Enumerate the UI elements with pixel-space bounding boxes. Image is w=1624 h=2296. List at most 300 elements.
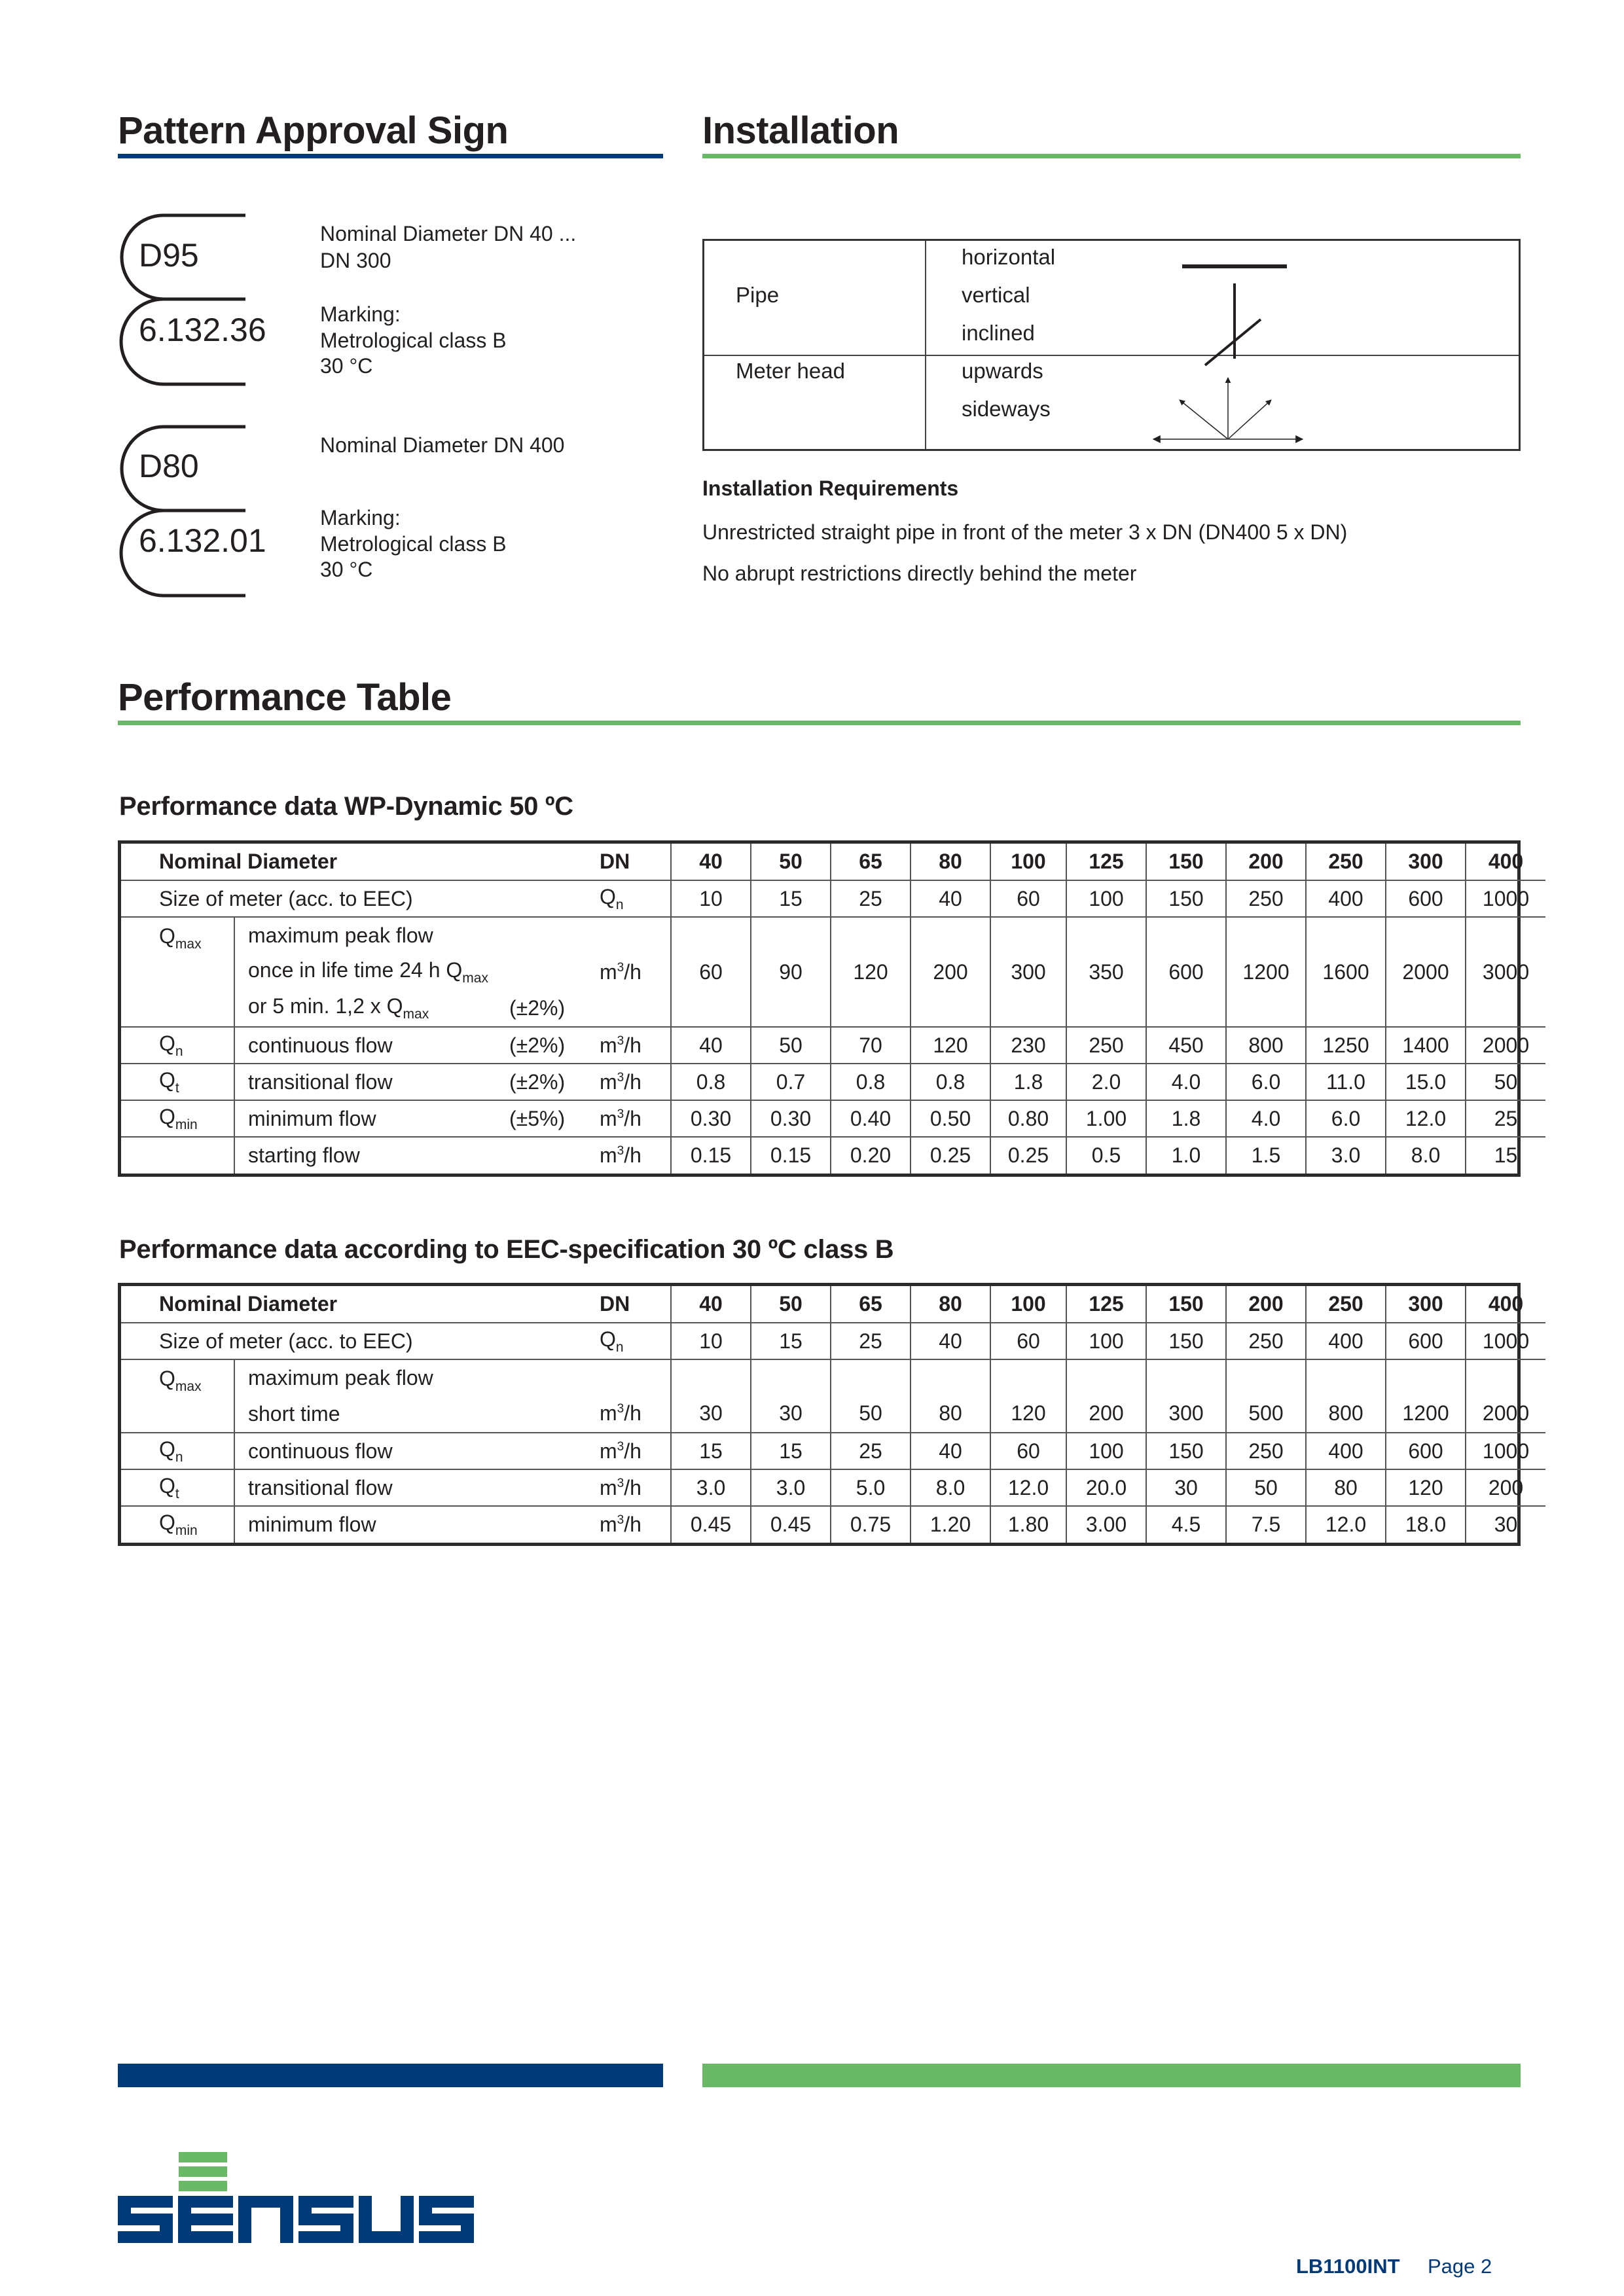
unit: m bbox=[600, 1513, 617, 1536]
symbol-cell bbox=[121, 1100, 234, 1137]
cell-value: 15 bbox=[751, 1323, 831, 1359]
cell-value: 250 bbox=[1226, 1323, 1306, 1359]
cell-value: 400 bbox=[1306, 1323, 1386, 1359]
pipe-label: Pipe bbox=[736, 283, 780, 307]
diameter-250: 250 bbox=[1306, 1286, 1386, 1323]
unit: m bbox=[600, 1401, 617, 1425]
qmax-description bbox=[234, 990, 509, 1027]
cell-value: 25 bbox=[831, 880, 911, 917]
sign1-marking-class: Metrological class B bbox=[320, 329, 507, 352]
cell-value: 0.15 bbox=[671, 1137, 751, 1174]
sign2-diameter-line1: Nominal Diameter DN 400 bbox=[320, 433, 565, 457]
cell-value: 600 bbox=[1386, 880, 1466, 917]
tolerance bbox=[509, 954, 593, 990]
cell-value: 70 bbox=[831, 1027, 911, 1064]
unit-tail: /h bbox=[624, 1069, 641, 1094]
symbol-subscript: n bbox=[175, 1449, 183, 1465]
symbol-cell bbox=[121, 1027, 234, 1064]
tolerance bbox=[509, 1359, 593, 1396]
cell-value: 1200 bbox=[1226, 917, 1306, 1027]
unit-cell bbox=[593, 1469, 671, 1506]
diameter-100: 100 bbox=[990, 1286, 1066, 1323]
unit-superscript: 3 bbox=[617, 1070, 624, 1085]
symbol: Q bbox=[159, 1067, 175, 1092]
unit-superscript: 3 bbox=[617, 1439, 624, 1454]
cell-value: 0.30 bbox=[671, 1100, 751, 1137]
unit-superscript: 3 bbox=[617, 960, 624, 975]
tolerance: (±2%) bbox=[509, 1064, 593, 1100]
cell-value: 400 bbox=[1306, 880, 1386, 917]
qmax-line1: maximum peak flow bbox=[248, 1366, 433, 1390]
unit-tail: /h bbox=[624, 1401, 641, 1425]
symbol: Q bbox=[159, 1473, 175, 1498]
pattern-approval-heading: Pattern Approval Sign bbox=[118, 109, 509, 152]
diameter-80: 80 bbox=[911, 844, 990, 880]
cell-value: 4.0 bbox=[1146, 1064, 1226, 1100]
cell-value: 100 bbox=[1066, 880, 1146, 917]
diameter-50: 50 bbox=[751, 1286, 831, 1323]
unit-superscript: 3 bbox=[617, 1033, 624, 1048]
unit-cell bbox=[593, 1027, 671, 1064]
sign1-marking-label: Marking: bbox=[320, 302, 401, 326]
cell-value: 800 bbox=[1226, 1027, 1306, 1064]
symbol-subscript: min bbox=[175, 1117, 198, 1132]
unit-cell bbox=[593, 1506, 671, 1543]
symbol: Q bbox=[159, 1031, 175, 1055]
cell-value: 1400 bbox=[1386, 1027, 1466, 1064]
cell-value: 10 bbox=[671, 1323, 751, 1359]
cell-value: 500 bbox=[1226, 1359, 1306, 1433]
symbol: Q bbox=[159, 1511, 175, 1534]
header-label: Nominal Diameter bbox=[159, 850, 338, 873]
cell-value: 25 bbox=[1466, 1100, 1545, 1137]
cell-value: 0.30 bbox=[751, 1100, 831, 1137]
row-label: minimum flow bbox=[234, 1506, 509, 1543]
qmax-description bbox=[234, 1396, 509, 1433]
unit-superscript: 3 bbox=[617, 1144, 624, 1158]
cell-value: 1250 bbox=[1306, 1027, 1386, 1064]
cell-value: 40 bbox=[911, 880, 990, 917]
unit: m bbox=[600, 1439, 617, 1463]
diameter-400: 400 bbox=[1466, 1286, 1545, 1323]
cell-value: 0.8 bbox=[671, 1064, 751, 1100]
table-header-row bbox=[121, 844, 1545, 880]
performance-table-eec bbox=[118, 1283, 1530, 1546]
sign-code-d80: D80 bbox=[139, 448, 199, 484]
cell-value: 30 bbox=[671, 1359, 751, 1433]
table-row bbox=[121, 917, 1545, 954]
cell-value: 400 bbox=[1306, 1433, 1386, 1469]
cell-value: 1000 bbox=[1466, 1433, 1545, 1469]
cell-value: 200 bbox=[1066, 1359, 1146, 1433]
symbol: Q bbox=[159, 1367, 175, 1390]
heading-rule-green bbox=[118, 721, 1521, 725]
installation-table bbox=[702, 239, 1521, 451]
cell-value: 1.0 bbox=[1146, 1137, 1226, 1174]
cell-value: 0.80 bbox=[990, 1100, 1066, 1137]
qmax-line1: maximum peak flow bbox=[248, 924, 433, 947]
cell-value: 200 bbox=[1466, 1469, 1545, 1506]
cell-value: 8.0 bbox=[1386, 1137, 1466, 1174]
cell-value: 2.0 bbox=[1066, 1064, 1146, 1100]
cell-value: 3.0 bbox=[751, 1469, 831, 1506]
cell-value: 3000 bbox=[1466, 917, 1545, 1027]
qmax-description bbox=[234, 1359, 509, 1396]
cell-value: 150 bbox=[1146, 880, 1226, 917]
diameter-300: 300 bbox=[1386, 1286, 1466, 1323]
cell-value: 50 bbox=[831, 1359, 911, 1433]
table1-title: Performance data WP-Dynamic 50 ºC bbox=[119, 792, 573, 821]
symbol-cell bbox=[121, 1433, 234, 1469]
cell-value: 6.0 bbox=[1306, 1100, 1386, 1137]
meter-head-option-upwards: upwards bbox=[962, 359, 1043, 383]
row-label: continuous flow bbox=[234, 1433, 509, 1469]
unit: m bbox=[600, 1106, 617, 1130]
cell-value: 1.00 bbox=[1066, 1100, 1146, 1137]
row-label: transitional flow bbox=[234, 1064, 509, 1100]
cell-value: 12.0 bbox=[1386, 1100, 1466, 1137]
table-row bbox=[121, 1064, 1545, 1100]
cell-value: 12.0 bbox=[1306, 1506, 1386, 1543]
size-label: Size of meter (acc. to EEC) bbox=[121, 880, 593, 917]
symbol-subscript: t bbox=[175, 1486, 179, 1501]
unit-tail: /h bbox=[624, 1475, 641, 1499]
cell-value: 90 bbox=[751, 917, 831, 1027]
header-unit: DN bbox=[600, 1292, 630, 1316]
cell-value: 2000 bbox=[1466, 1027, 1545, 1064]
unit-tail: /h bbox=[624, 1106, 641, 1130]
symbol: Q bbox=[159, 924, 175, 948]
cell-value: 4.0 bbox=[1226, 1100, 1306, 1137]
tolerance bbox=[509, 1433, 593, 1469]
cell-value: 60 bbox=[990, 1433, 1066, 1469]
diameter-200: 200 bbox=[1226, 844, 1306, 880]
meter-head-direction-icon bbox=[1149, 368, 1307, 450]
cell-value: 0.7 bbox=[751, 1064, 831, 1100]
unit: m bbox=[600, 1033, 617, 1057]
cell-value: 15.0 bbox=[1386, 1064, 1466, 1100]
performance-table-heading: Performance Table bbox=[118, 676, 452, 719]
size-symbol-cell bbox=[593, 1323, 671, 1359]
cell-value: 0.25 bbox=[990, 1137, 1066, 1174]
cell-value: 60 bbox=[671, 917, 751, 1027]
cell-value: 50 bbox=[751, 1027, 831, 1064]
symbol-cell bbox=[121, 1359, 234, 1433]
table-row bbox=[121, 1100, 1545, 1137]
tolerance bbox=[509, 1396, 593, 1433]
cell-value: 120 bbox=[990, 1359, 1066, 1433]
qmax-description bbox=[234, 954, 509, 990]
table-row bbox=[121, 1469, 1545, 1506]
cell-value: 7.5 bbox=[1226, 1506, 1306, 1543]
diameter-100: 100 bbox=[990, 844, 1066, 880]
cell-value: 15 bbox=[1466, 1137, 1545, 1174]
qmax-line2: short time bbox=[248, 1402, 340, 1426]
cell-value: 250 bbox=[1066, 1027, 1146, 1064]
performance-table-wp-dynamic bbox=[118, 840, 1530, 1177]
diameter-65: 65 bbox=[831, 1286, 911, 1323]
cell-value: 230 bbox=[990, 1027, 1066, 1064]
diameter-125: 125 bbox=[1066, 1286, 1146, 1323]
unit-tail: /h bbox=[624, 1439, 641, 1463]
cell-value: 1.8 bbox=[990, 1064, 1066, 1100]
unit-superscript: 3 bbox=[617, 1107, 624, 1121]
cell-value: 0.8 bbox=[911, 1064, 990, 1100]
size-label: Size of meter (acc. to EEC) bbox=[121, 1323, 593, 1359]
sign2-marking-label: Marking: bbox=[320, 506, 401, 529]
header-unit: DN bbox=[600, 850, 630, 873]
cell-value: 1000 bbox=[1466, 1323, 1545, 1359]
unit-cell bbox=[593, 1100, 671, 1137]
unit: m bbox=[600, 960, 617, 984]
symbol-subscript: n bbox=[615, 1339, 624, 1355]
diameter-50: 50 bbox=[751, 844, 831, 880]
cell-value: 30 bbox=[751, 1359, 831, 1433]
installation-requirement: No abrupt restrictions directly behind the meter bbox=[702, 562, 1137, 585]
cell-value: 25 bbox=[831, 1433, 911, 1469]
unit: m bbox=[600, 1475, 617, 1499]
qmax-line3-subscript: max bbox=[403, 1007, 429, 1022]
cell-value: 15 bbox=[751, 1433, 831, 1469]
footer-bar-blue bbox=[118, 2064, 663, 2087]
cell-value: 0.8 bbox=[831, 1064, 911, 1100]
symbol: Q bbox=[159, 1104, 175, 1128]
cell-value: 40 bbox=[911, 1323, 990, 1359]
tolerance bbox=[509, 1469, 593, 1506]
table2-title: Performance data according to EEC-specification 30 ºC class B bbox=[119, 1235, 894, 1264]
diameter-150: 150 bbox=[1146, 1286, 1226, 1323]
sign-code-6-132-01: 6.132.01 bbox=[139, 522, 266, 559]
cell-value: 0.5 bbox=[1066, 1137, 1146, 1174]
meter-head-option-sideways: sideways bbox=[962, 397, 1051, 421]
cell-value: 60 bbox=[990, 1323, 1066, 1359]
symbol: Q bbox=[159, 1437, 175, 1461]
unit-tail: /h bbox=[624, 1143, 641, 1167]
cell-value: 11.0 bbox=[1306, 1064, 1386, 1100]
pipe-option-inclined: inclined bbox=[962, 321, 1035, 345]
header-spacer bbox=[509, 844, 593, 880]
cell-value: 0.45 bbox=[671, 1506, 751, 1543]
unit: m bbox=[600, 1069, 617, 1094]
cell-value: 600 bbox=[1386, 1323, 1466, 1359]
sign2-marking-class: Metrological class B bbox=[320, 532, 507, 556]
cell-value: 600 bbox=[1386, 1433, 1466, 1469]
symbol-subscript: n bbox=[615, 897, 624, 912]
heading-rule-green bbox=[702, 154, 1521, 158]
cell-value: 120 bbox=[831, 917, 911, 1027]
tolerance: (±2%) bbox=[509, 1027, 593, 1064]
cell-value: 40 bbox=[671, 1027, 751, 1064]
sensus-logo bbox=[117, 2150, 477, 2248]
row-label: continuous flow bbox=[234, 1027, 509, 1064]
symbol-subscript: n bbox=[175, 1043, 183, 1059]
tolerance bbox=[509, 1506, 593, 1543]
pipe-option-horizontal: horizontal bbox=[962, 245, 1056, 269]
diameter-150: 150 bbox=[1146, 844, 1226, 880]
tolerance: (±5%) bbox=[509, 1100, 593, 1137]
unit-superscript: 3 bbox=[617, 1513, 624, 1527]
qmax-line2-subscript: max bbox=[462, 970, 488, 986]
unit-cell bbox=[593, 1359, 671, 1433]
unit-superscript: 3 bbox=[617, 1402, 624, 1416]
unit-cell bbox=[593, 917, 671, 1027]
cell-value: 30 bbox=[1466, 1506, 1545, 1543]
table-row bbox=[121, 1506, 1545, 1543]
unit-cell bbox=[593, 1433, 671, 1469]
qmax-line3: or 5 min. 1,2 x Q bbox=[248, 994, 403, 1018]
symbol-cell bbox=[121, 917, 234, 1027]
cell-value: 25 bbox=[831, 1323, 911, 1359]
cell-value: 450 bbox=[1146, 1027, 1226, 1064]
symbol: Q bbox=[600, 1327, 616, 1351]
table-header-row bbox=[121, 1286, 1545, 1323]
cell-value: 15 bbox=[751, 880, 831, 917]
unit-tail: /h bbox=[624, 960, 641, 984]
cell-value: 0.20 bbox=[831, 1137, 911, 1174]
cell-value: 20.0 bbox=[1066, 1469, 1146, 1506]
installation-requirement: Unrestricted straight pipe in front of the meter 3 x DN (DN400 5 x DN) bbox=[702, 520, 1348, 544]
tolerance bbox=[509, 917, 593, 954]
cell-value: 2000 bbox=[1466, 1359, 1545, 1433]
cell-value: 120 bbox=[911, 1027, 990, 1064]
unit-superscript: 3 bbox=[617, 1476, 624, 1490]
cell-value: 1.8 bbox=[1146, 1100, 1226, 1137]
sign-code-6-132-36: 6.132.36 bbox=[139, 312, 266, 348]
cell-value: 0.15 bbox=[751, 1137, 831, 1174]
symbol-subscript: max bbox=[175, 937, 202, 952]
diameter-40: 40 bbox=[671, 1286, 751, 1323]
cell-value: 300 bbox=[990, 917, 1066, 1027]
symbol-cell bbox=[121, 1469, 234, 1506]
cell-value: 5.0 bbox=[831, 1469, 911, 1506]
cell-value: 0.45 bbox=[751, 1506, 831, 1543]
diameter-80: 80 bbox=[911, 1286, 990, 1323]
cell-value: 50 bbox=[1466, 1064, 1545, 1100]
document-code: LB1100INT bbox=[1296, 2255, 1400, 2278]
cell-value: 15 bbox=[671, 1433, 751, 1469]
cell-value: 100 bbox=[1066, 1323, 1146, 1359]
table-row bbox=[121, 1433, 1545, 1469]
heading-rule-blue bbox=[118, 154, 663, 158]
sign1-marking-temp: 30 °C bbox=[320, 354, 373, 378]
cell-value: 100 bbox=[1066, 1433, 1146, 1469]
cell-value: 4.5 bbox=[1146, 1506, 1226, 1543]
unit-tail: /h bbox=[624, 1513, 641, 1536]
tolerance bbox=[509, 1137, 593, 1174]
cell-value: 1200 bbox=[1386, 1359, 1466, 1433]
cell-value: 150 bbox=[1146, 1433, 1226, 1469]
diameter-200: 200 bbox=[1226, 1286, 1306, 1323]
cell-value: 1.20 bbox=[911, 1506, 990, 1543]
header-label: Nominal Diameter bbox=[159, 1292, 338, 1316]
cell-value: 250 bbox=[1226, 1433, 1306, 1469]
cell-value: 80 bbox=[911, 1359, 990, 1433]
pipe-option-vertical: vertical bbox=[962, 283, 1030, 307]
cell-value: 150 bbox=[1146, 1323, 1226, 1359]
sign1-diameter-line1: Nominal Diameter DN 40 ... bbox=[320, 222, 577, 245]
row-label: transitional flow bbox=[234, 1469, 509, 1506]
cell-value: 1.80 bbox=[990, 1506, 1066, 1543]
cell-value: 300 bbox=[1146, 1359, 1226, 1433]
sign2-marking-temp: 30 °C bbox=[320, 558, 373, 581]
cell-value: 600 bbox=[1146, 917, 1226, 1027]
symbol: Q bbox=[600, 884, 616, 908]
meter-head-label: Meter head bbox=[736, 359, 845, 383]
symbol-cell bbox=[121, 1064, 234, 1100]
diameter-300: 300 bbox=[1386, 844, 1466, 880]
header-spacer bbox=[509, 1286, 593, 1323]
cell-value: 80 bbox=[1306, 1469, 1386, 1506]
unit-cell bbox=[593, 1137, 671, 1174]
table-row bbox=[121, 1027, 1545, 1064]
diameter-65: 65 bbox=[831, 844, 911, 880]
cell-value: 250 bbox=[1226, 880, 1306, 917]
qmax-description bbox=[234, 917, 509, 954]
cell-value: 50 bbox=[1226, 1469, 1306, 1506]
row-label: minimum flow bbox=[234, 1100, 509, 1137]
cell-value: 3.0 bbox=[1306, 1137, 1386, 1174]
size-symbol-cell bbox=[593, 880, 671, 917]
sign1-diameter-line2: DN 300 bbox=[320, 249, 391, 272]
cell-value: 40 bbox=[911, 1433, 990, 1469]
diameter-40: 40 bbox=[671, 844, 751, 880]
footer-bar-green bbox=[702, 2064, 1521, 2087]
table-row bbox=[121, 1323, 1545, 1359]
cell-value: 30 bbox=[1146, 1469, 1226, 1506]
symbol-subscript: t bbox=[175, 1080, 179, 1096]
cell-value: 8.0 bbox=[911, 1469, 990, 1506]
sign-code-d95: D95 bbox=[139, 237, 199, 274]
diameter-250: 250 bbox=[1306, 844, 1386, 880]
diameter-400: 400 bbox=[1466, 844, 1545, 880]
installation-requirements-heading: Installation Requirements bbox=[702, 476, 959, 500]
cell-value: 0.25 bbox=[911, 1137, 990, 1174]
cell-value: 1600 bbox=[1306, 917, 1386, 1027]
table-divider bbox=[925, 241, 926, 449]
table-row bbox=[121, 1137, 1545, 1174]
cell-value: 350 bbox=[1066, 917, 1146, 1027]
symbol-subscript: max bbox=[175, 1379, 202, 1394]
cell-value: 18.0 bbox=[1386, 1506, 1466, 1543]
symbol-cell bbox=[121, 1137, 234, 1174]
cell-value: 60 bbox=[990, 880, 1066, 917]
symbol-cell bbox=[121, 1506, 234, 1543]
cell-value: 0.40 bbox=[831, 1100, 911, 1137]
cell-value: 0.50 bbox=[911, 1100, 990, 1137]
cell-value: 2000 bbox=[1386, 917, 1466, 1027]
table-row bbox=[121, 880, 1545, 917]
table-row bbox=[121, 1359, 1545, 1396]
cell-value: 200 bbox=[911, 917, 990, 1027]
cell-value: 1.5 bbox=[1226, 1137, 1306, 1174]
cell-value: 10 bbox=[671, 880, 751, 917]
cell-value: 3.00 bbox=[1066, 1506, 1146, 1543]
diameter-125: 125 bbox=[1066, 844, 1146, 880]
row-label: starting flow bbox=[234, 1137, 509, 1174]
installation-heading: Installation bbox=[702, 109, 899, 152]
cell-value: 6.0 bbox=[1226, 1064, 1306, 1100]
unit-cell bbox=[593, 1064, 671, 1100]
cell-value: 12.0 bbox=[990, 1469, 1066, 1506]
qmax-line2: once in life time 24 h Q bbox=[248, 958, 463, 982]
cell-value: 800 bbox=[1306, 1359, 1386, 1433]
unit-tail: /h bbox=[624, 1033, 641, 1057]
cell-value: 3.0 bbox=[671, 1469, 751, 1506]
cell-value: 120 bbox=[1386, 1469, 1466, 1506]
page-number: Page 2 bbox=[1428, 2255, 1492, 2278]
cell-value: 1000 bbox=[1466, 880, 1545, 917]
unit: m bbox=[600, 1143, 617, 1167]
